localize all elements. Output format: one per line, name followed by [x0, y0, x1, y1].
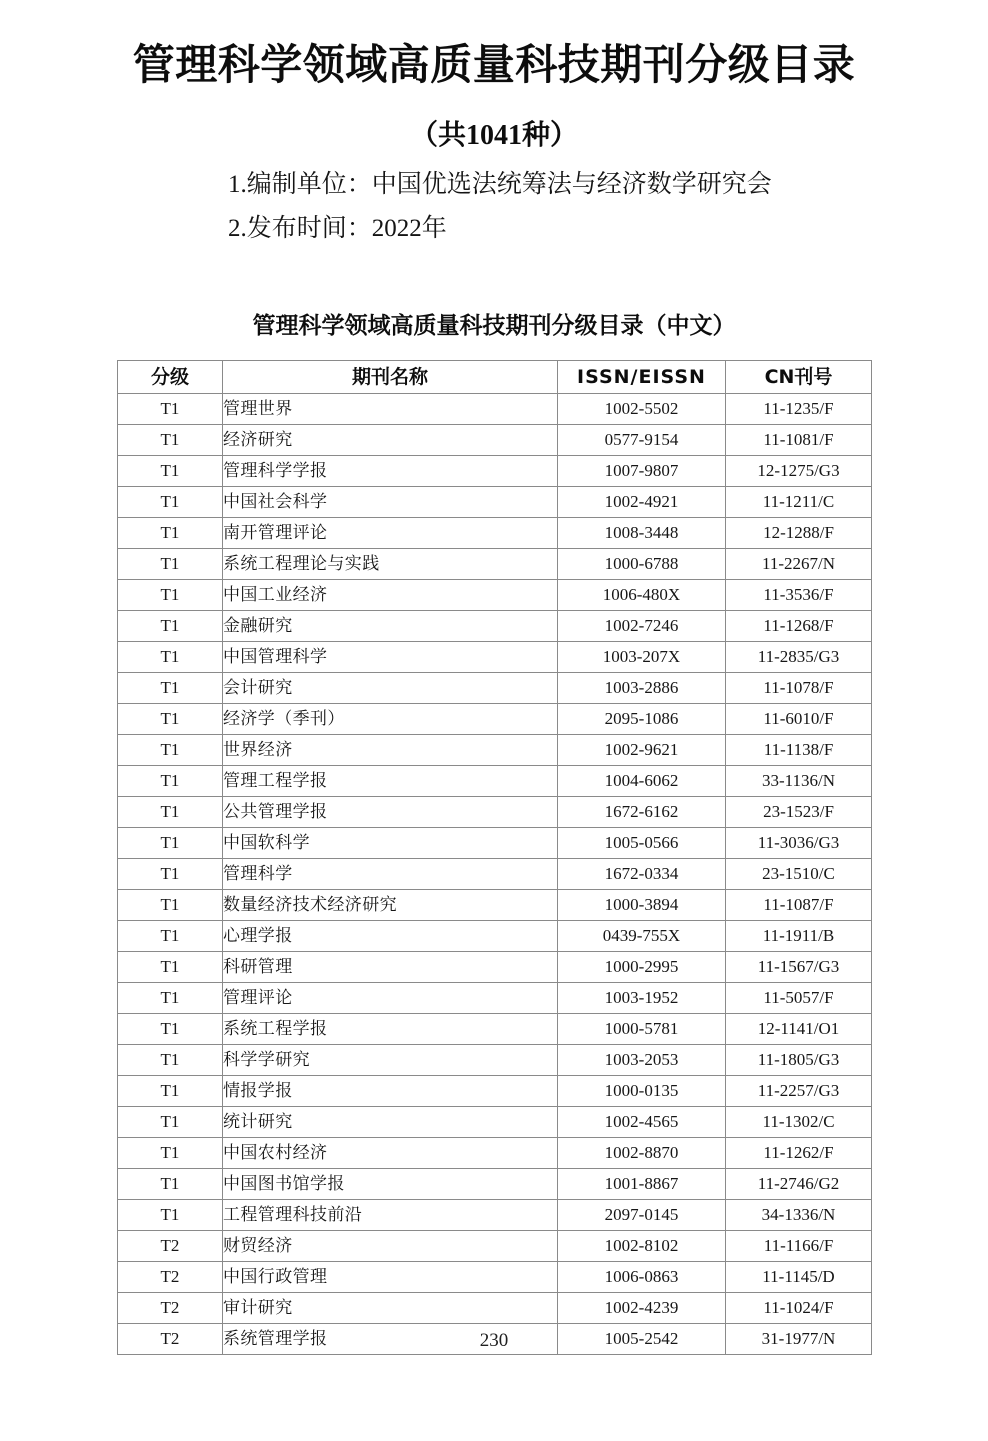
cell-issn: 1000-2995 — [558, 952, 726, 983]
cell-rank: T2 — [118, 1262, 223, 1293]
cell-cn-number: 11-1911/B — [726, 921, 872, 952]
cell-issn: 1000-5781 — [558, 1014, 726, 1045]
table-row — [118, 1262, 872, 1293]
cell-cn-number: 11-1081/F — [726, 425, 872, 456]
table-row — [118, 859, 872, 890]
cell-cn-number: 33-1136/N — [726, 766, 872, 797]
cell-issn: 1000-0135 — [558, 1076, 726, 1107]
column-header-cn: CN刊号 — [726, 361, 872, 394]
cell-issn: 1002-9621 — [558, 735, 726, 766]
cell-journal-name: 中国软科学 — [223, 828, 558, 859]
cell-issn: 1002-8870 — [558, 1138, 726, 1169]
cell-issn: 1004-6062 — [558, 766, 726, 797]
table-row — [118, 1200, 872, 1231]
cell-cn-number: 11-1078/F — [726, 673, 872, 704]
cell-cn-number: 11-6010/F — [726, 704, 872, 735]
cell-journal-name: 数量经济技术经济研究 — [223, 890, 558, 921]
cell-rank: T1 — [118, 859, 223, 890]
cell-journal-name: 系统工程学报 — [223, 1014, 558, 1045]
cell-issn: 1007-9807 — [558, 456, 726, 487]
cell-rank: T1 — [118, 1169, 223, 1200]
cell-journal-name: 财贸经济 — [223, 1231, 558, 1262]
document-subtitle: （共1041种） — [409, 120, 578, 151]
column-header-name: 期刊名称 — [223, 361, 558, 394]
cell-journal-name: 经济学（季刊） — [223, 704, 558, 735]
table-row — [118, 952, 872, 983]
cell-rank: T1 — [118, 766, 223, 797]
cell-cn-number: 11-1268/F — [726, 611, 872, 642]
table-row — [118, 611, 872, 642]
column-header-rank: 分级 — [118, 361, 223, 394]
cell-rank: T1 — [118, 890, 223, 921]
cell-cn-number: 11-1087/F — [726, 890, 872, 921]
cell-rank: T1 — [118, 394, 223, 425]
meta-line-compiler: 1.编制单位：中国优选法统筹法与经济数学研究会 — [228, 171, 772, 198]
cell-issn: 1001-8867 — [558, 1169, 726, 1200]
cell-cn-number: 11-2835/G3 — [726, 642, 872, 673]
table-row — [118, 673, 872, 704]
cell-rank: T1 — [118, 828, 223, 859]
cell-cn-number: 11-1138/F — [726, 735, 872, 766]
cell-rank: T1 — [118, 1014, 223, 1045]
cell-journal-name: 中国管理科学 — [223, 642, 558, 673]
cell-journal-name: 世界经济 — [223, 735, 558, 766]
cell-journal-name: 管理科学 — [223, 859, 558, 890]
cell-issn: 1002-4921 — [558, 487, 726, 518]
cell-cn-number: 34-1336/N — [726, 1200, 872, 1231]
cell-rank: T1 — [118, 580, 223, 611]
section-heading: 管理科学领域高质量科技期刊分级目录（中文） — [252, 313, 736, 339]
cell-cn-number: 11-1024/F — [726, 1293, 872, 1324]
table-row — [118, 890, 872, 921]
cell-cn-number: 11-2257/G3 — [726, 1076, 872, 1107]
cell-issn: 1006-480X — [558, 580, 726, 611]
journal-ranking-table — [117, 360, 872, 1355]
cell-rank: T1 — [118, 611, 223, 642]
cell-issn: 2097-0145 — [558, 1200, 726, 1231]
cell-journal-name: 系统管理学报 — [223, 1324, 558, 1355]
cell-cn-number: 23-1523/F — [726, 797, 872, 828]
document-meta-block — [228, 163, 928, 251]
cell-issn: 1005-2542 — [558, 1324, 726, 1355]
cell-rank: T2 — [118, 1324, 223, 1355]
cell-rank: T1 — [118, 1200, 223, 1231]
cell-issn: 1672-6162 — [558, 797, 726, 828]
table-row — [118, 1045, 872, 1076]
cell-journal-name: 心理学报 — [223, 921, 558, 952]
cell-cn-number: 11-3036/G3 — [726, 828, 872, 859]
cell-journal-name: 中国行政管理 — [223, 1262, 558, 1293]
table-row — [118, 921, 872, 952]
cell-cn-number: 11-2746/G2 — [726, 1169, 872, 1200]
cell-journal-name: 管理工程学报 — [223, 766, 558, 797]
cell-rank: T1 — [118, 1045, 223, 1076]
cell-rank: T1 — [118, 921, 223, 952]
cell-rank: T1 — [118, 456, 223, 487]
table-row — [118, 704, 872, 735]
cell-rank: T1 — [118, 1076, 223, 1107]
table-row — [118, 1138, 872, 1169]
cell-cn-number: 31-1977/N — [726, 1324, 872, 1355]
table-row — [118, 1076, 872, 1107]
table-row — [118, 456, 872, 487]
cell-issn: 0577-9154 — [558, 425, 726, 456]
cell-journal-name: 审计研究 — [223, 1293, 558, 1324]
cell-cn-number: 23-1510/C — [726, 859, 872, 890]
cell-issn: 1002-4239 — [558, 1293, 726, 1324]
table-header-row — [118, 361, 872, 394]
cell-rank: T1 — [118, 735, 223, 766]
cell-rank: T1 — [118, 549, 223, 580]
cell-cn-number: 11-1235/F — [726, 394, 872, 425]
cell-journal-name: 系统工程理论与实践 — [223, 549, 558, 580]
cell-rank: T1 — [118, 983, 223, 1014]
cell-rank: T1 — [118, 1107, 223, 1138]
cell-journal-name: 南开管理评论 — [223, 518, 558, 549]
cell-journal-name: 金融研究 — [223, 611, 558, 642]
cell-rank: T1 — [118, 642, 223, 673]
cell-cn-number: 12-1141/O1 — [726, 1014, 872, 1045]
cell-issn: 1000-6788 — [558, 549, 726, 580]
column-header-issn: ISSN/EISSN — [558, 361, 726, 394]
table-row — [118, 487, 872, 518]
table-row — [118, 766, 872, 797]
cell-journal-name: 公共管理学报 — [223, 797, 558, 828]
cell-issn: 1002-4565 — [558, 1107, 726, 1138]
table-row — [118, 580, 872, 611]
cell-issn: 1006-0863 — [558, 1262, 726, 1293]
cell-issn: 1002-7246 — [558, 611, 726, 642]
table-row — [118, 1169, 872, 1200]
table-row — [118, 1107, 872, 1138]
cell-rank: T2 — [118, 1293, 223, 1324]
cell-cn-number: 11-1262/F — [726, 1138, 872, 1169]
page-title: 管理科学领域高质量科技期刊分级目录 — [132, 40, 856, 89]
table-row — [118, 642, 872, 673]
cell-journal-name: 会计研究 — [223, 673, 558, 704]
cell-rank: T2 — [118, 1231, 223, 1262]
cell-rank: T1 — [118, 1138, 223, 1169]
table-row — [118, 735, 872, 766]
cell-cn-number: 11-1302/C — [726, 1107, 872, 1138]
cell-journal-name: 科学学研究 — [223, 1045, 558, 1076]
cell-rank: T1 — [118, 797, 223, 828]
table-row — [118, 1231, 872, 1262]
table-row — [118, 983, 872, 1014]
table-row — [118, 797, 872, 828]
table-row — [118, 518, 872, 549]
cell-issn: 1003-1952 — [558, 983, 726, 1014]
cell-issn: 1003-2886 — [558, 673, 726, 704]
cell-journal-name: 中国社会科学 — [223, 487, 558, 518]
cell-rank: T1 — [118, 425, 223, 456]
cell-issn: 1003-2053 — [558, 1045, 726, 1076]
cell-journal-name: 中国工业经济 — [223, 580, 558, 611]
cell-journal-name: 经济研究 — [223, 425, 558, 456]
cell-rank: T1 — [118, 673, 223, 704]
cell-cn-number: 11-1145/D — [726, 1262, 872, 1293]
table-row — [118, 1293, 872, 1324]
cell-rank: T1 — [118, 487, 223, 518]
cell-cn-number: 11-3536/F — [726, 580, 872, 611]
cell-issn: 1003-207X — [558, 642, 726, 673]
cell-journal-name: 工程管理科技前沿 — [223, 1200, 558, 1231]
cell-issn: 2095-1086 — [558, 704, 726, 735]
cell-journal-name: 情报学报 — [223, 1076, 558, 1107]
cell-issn: 1672-0334 — [558, 859, 726, 890]
cell-journal-name: 管理科学学报 — [223, 456, 558, 487]
table-row — [118, 394, 872, 425]
journal-table-body — [118, 394, 872, 1355]
cell-issn: 1000-3894 — [558, 890, 726, 921]
cell-cn-number: 11-1211/C — [726, 487, 872, 518]
cell-cn-number: 12-1275/G3 — [726, 456, 872, 487]
cell-cn-number: 11-1805/G3 — [726, 1045, 872, 1076]
cell-rank: T1 — [118, 704, 223, 735]
cell-rank: T1 — [118, 952, 223, 983]
cell-cn-number: 11-5057/F — [726, 983, 872, 1014]
cell-issn: 0439-755X — [558, 921, 726, 952]
cell-issn: 1002-8102 — [558, 1231, 726, 1262]
cell-issn: 1002-5502 — [558, 394, 726, 425]
table-row — [118, 549, 872, 580]
page-number: 230 — [479, 1330, 509, 1351]
cell-issn: 1008-3448 — [558, 518, 726, 549]
cell-journal-name: 管理世界 — [223, 394, 558, 425]
cell-cn-number: 11-2267/N — [726, 549, 872, 580]
cell-cn-number: 11-1567/G3 — [726, 952, 872, 983]
table-row — [118, 425, 872, 456]
cell-journal-name: 统计研究 — [223, 1107, 558, 1138]
table-row — [118, 1014, 872, 1045]
cell-journal-name: 中国图书馆学报 — [223, 1169, 558, 1200]
cell-journal-name: 科研管理 — [223, 952, 558, 983]
cell-cn-number: 12-1288/F — [726, 518, 872, 549]
cell-cn-number: 11-1166/F — [726, 1231, 872, 1262]
cell-issn: 1005-0566 — [558, 828, 726, 859]
table-row — [118, 828, 872, 859]
cell-rank: T1 — [118, 518, 223, 549]
meta-line-publish-date: 2.发布时间：2022年 — [228, 215, 447, 242]
cell-journal-name: 管理评论 — [223, 983, 558, 1014]
cell-journal-name: 中国农村经济 — [223, 1138, 558, 1169]
